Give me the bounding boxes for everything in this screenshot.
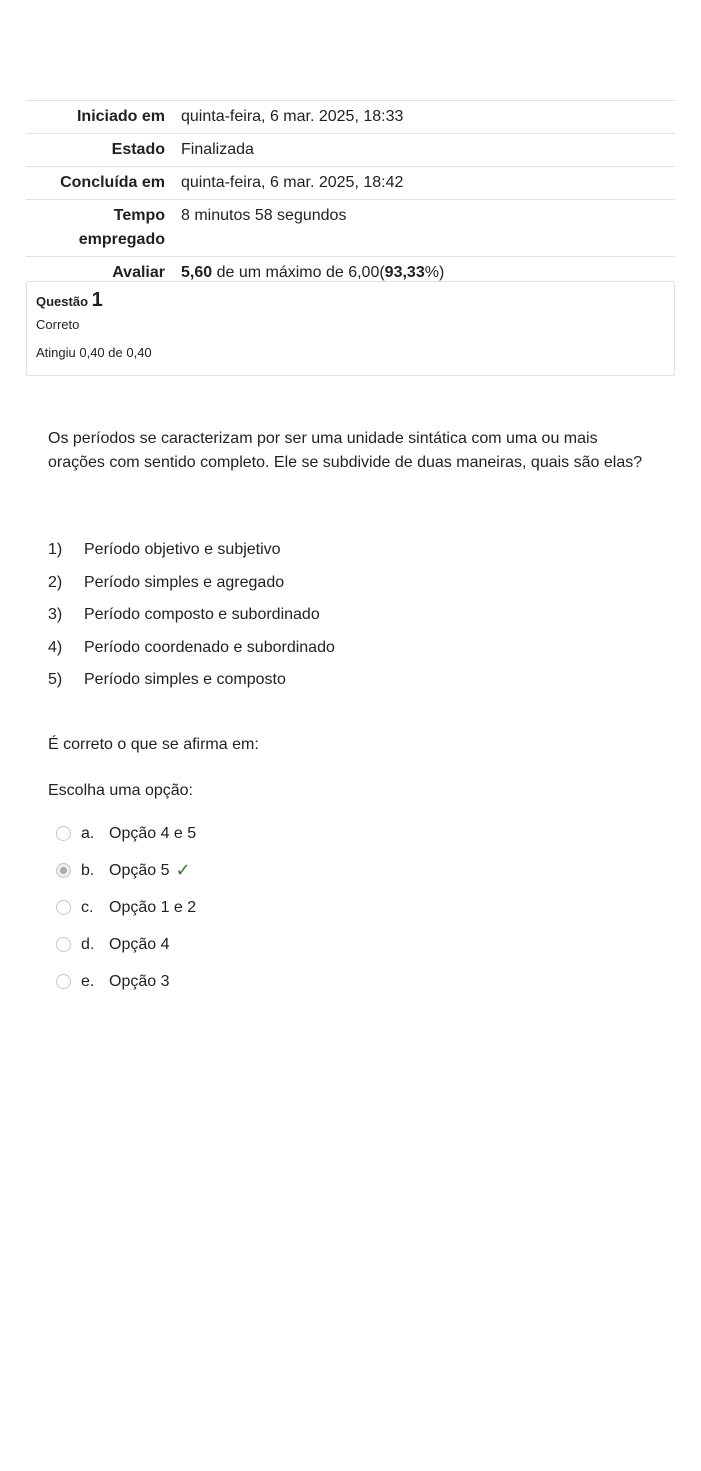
list-item	[48, 571, 648, 604]
grade-percent: 93,33	[384, 264, 425, 281]
option-text: Opção 4	[109, 935, 170, 953]
item-number: 4)	[48, 638, 63, 656]
option-letter: e.	[81, 972, 95, 990]
summary-row-completed	[26, 167, 675, 200]
completed-label: Concluída em	[60, 174, 165, 191]
statement-prompt: É correto o que se afirma em:	[48, 736, 259, 753]
list-item	[48, 603, 648, 636]
grade-middle: de um máximo de 6,00(	[212, 264, 385, 281]
answer-option-d[interactable]	[56, 926, 196, 963]
answer-option-e[interactable]	[56, 963, 196, 1000]
answer-option-a[interactable]	[56, 815, 196, 852]
answer-options	[56, 815, 196, 1000]
attempt-summary-table	[26, 100, 675, 289]
grade-score: 5,60	[181, 264, 213, 281]
item-number: 1)	[48, 541, 63, 558]
option-text: Opção 5	[109, 861, 170, 879]
summary-row-started	[26, 101, 675, 134]
answer-option-c[interactable]	[56, 889, 196, 926]
grade-end: %)	[424, 264, 445, 281]
question-text: Os períodos se caracterizam por ser uma unidade sintática com uma ou mais orações com sentido completo. Ele se subdivide de duas maneiras, quais são elas?	[48, 430, 643, 471]
time-value: 8 minutos 58 segundos	[181, 207, 347, 224]
question-grade: Atingiu 0,40 de 0,40	[36, 345, 152, 360]
grade-label: Avaliar	[112, 264, 165, 281]
option-text: Opção 3	[109, 972, 170, 990]
correct-check-icon: ✓	[175, 860, 191, 880]
question-number	[36, 290, 665, 312]
summary-row-state	[26, 134, 675, 167]
summary-row-time	[26, 200, 675, 257]
item-text: Período coordenado e subordinado	[84, 638, 335, 656]
item-text: Período simples e agregado	[84, 573, 285, 591]
item-number: 3)	[48, 606, 63, 623]
question-label: Questão	[36, 294, 89, 309]
choose-prompt: Escolha uma opção:	[48, 782, 193, 799]
radio-button[interactable]	[56, 900, 71, 915]
option-letter: d.	[81, 935, 95, 953]
option-letter: b.	[81, 861, 95, 879]
question-number-value: 1	[91, 289, 103, 311]
list-item	[48, 538, 648, 571]
completed-value: quinta-feira, 6 mar. 2025, 18:42	[181, 174, 404, 191]
option-letter: c.	[81, 898, 94, 916]
radio-button[interactable]	[56, 974, 71, 989]
started-label: Iniciado em	[76, 108, 165, 125]
state-label: Estado	[111, 141, 165, 158]
answer-option-b[interactable]	[56, 852, 196, 889]
list-item	[48, 636, 648, 669]
radio-button-selected[interactable]	[56, 863, 71, 878]
radio-button[interactable]	[56, 937, 71, 952]
time-label: Tempo empregado	[78, 207, 165, 248]
item-text: Período composto e subordinado	[84, 606, 320, 623]
radio-button[interactable]	[56, 826, 71, 841]
option-letter: a.	[81, 824, 95, 842]
option-text: Opção 4 e 5	[109, 824, 197, 842]
item-text: Período objetivo e subjetivo	[84, 541, 281, 558]
started-value: quinta-feira, 6 mar. 2025, 18:33	[181, 108, 404, 125]
state-value: Finalizada	[181, 141, 254, 158]
item-number: 2)	[48, 573, 63, 591]
item-text: Período simples e composto	[84, 671, 286, 688]
option-text: Opção 1 e 2	[109, 898, 197, 916]
question-info-box	[26, 281, 675, 376]
statement-list	[48, 538, 648, 701]
item-number: 5)	[48, 671, 63, 688]
question-state: Correto	[36, 317, 80, 332]
list-item	[48, 668, 648, 701]
